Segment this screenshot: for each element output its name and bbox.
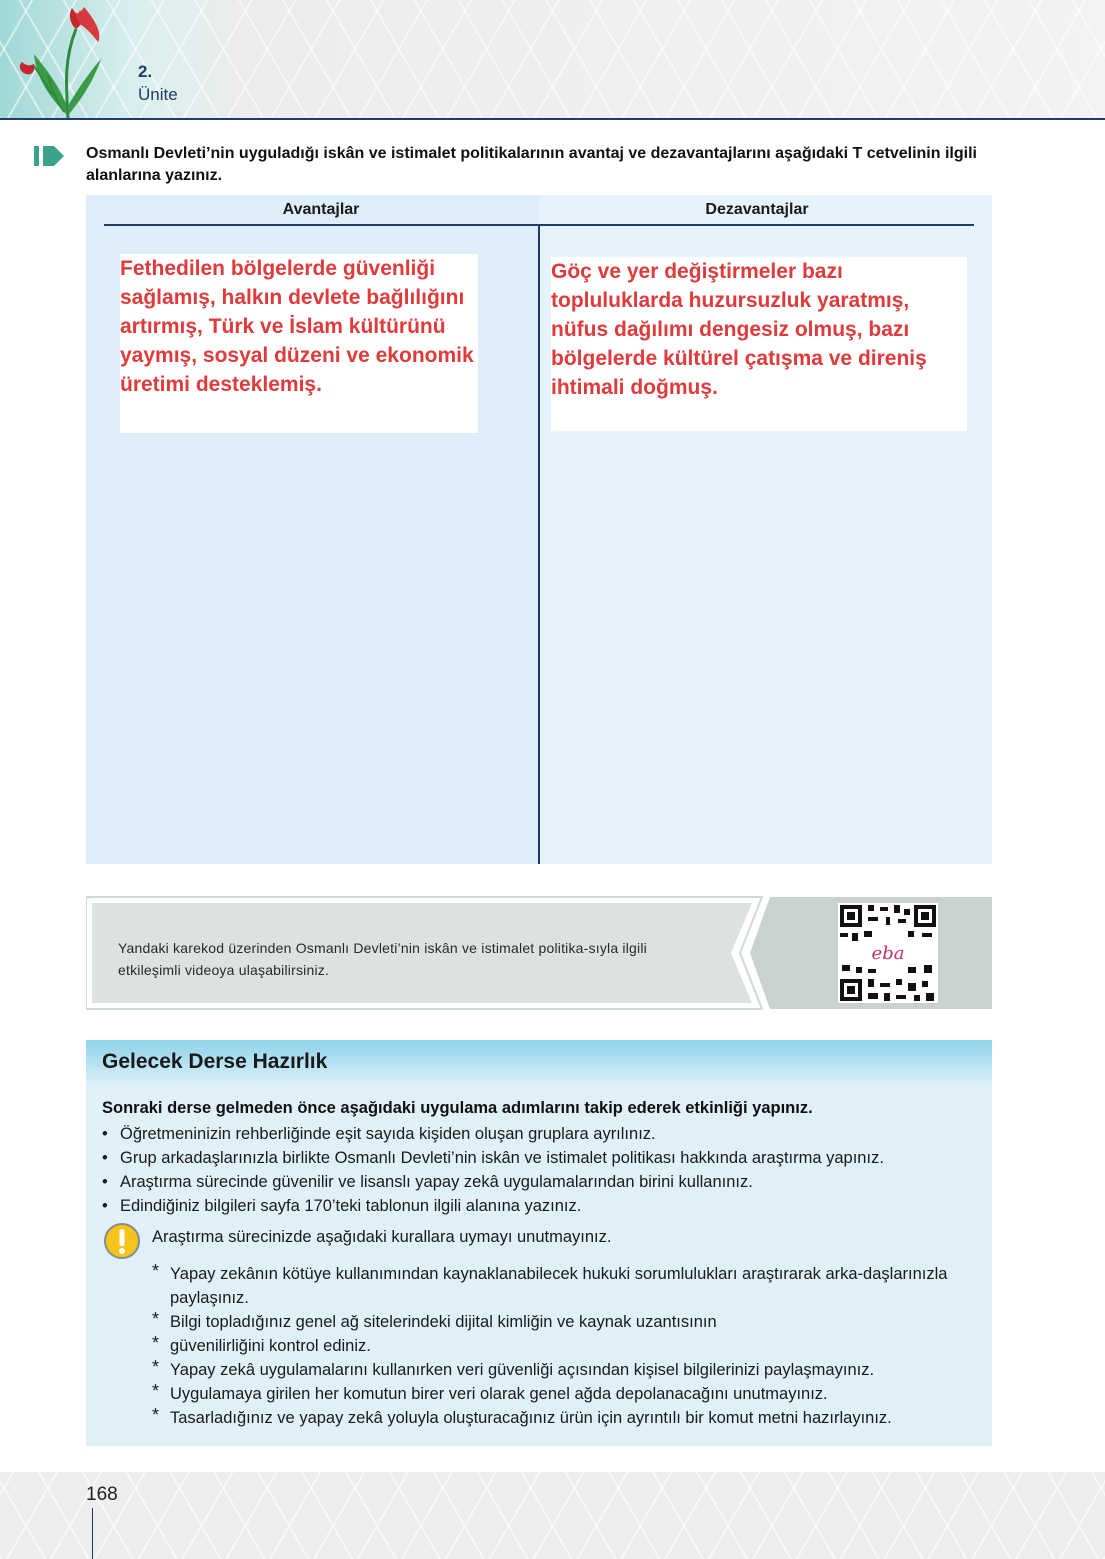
list-item: * Uygulamaya girilen her komutun birer veri olarak genel ağda depolanacağını unutmayınız. xyxy=(152,1382,984,1406)
qr-banner xyxy=(86,895,992,1011)
list-item: • Araştırma sürecinde güvenilir ve lisanslı yapay zekâ uygulamalarından birini kullanınız. xyxy=(102,1170,982,1194)
header-divider xyxy=(0,118,1105,120)
page-footer xyxy=(0,1472,1105,1559)
list-item: * Yapay zekânın kötüye kullanımından kaynaklanabilecek hukuki sorumlulukları araştırarak arka-daşlarınızla paylaşınız. xyxy=(152,1262,984,1310)
activity-question: Osmanlı Devleti’nin uyguladığı iskân ve istimalet politikalarının avantaj ve dezavantajlarını aşağıdaki T cetvelinin ilgili alanlarına yazınız. xyxy=(86,145,977,184)
lesson-prep-box xyxy=(86,1040,992,1446)
list-item: * Bilgi topladığınız genel ağ sitelerindeki dijital kimliğin ve kaynak uzantısının xyxy=(152,1310,984,1334)
prep-title: Gelecek Derse Hazırlık xyxy=(102,1050,328,1073)
unit-number: 2. xyxy=(138,62,153,81)
t-table-vertical-line xyxy=(538,226,540,864)
rules-list xyxy=(152,1262,984,1430)
qr-code-icon[interactable] xyxy=(838,903,938,1003)
warning-icon xyxy=(102,1222,142,1260)
prep-steps xyxy=(102,1122,982,1218)
qr-description: Yandaki karekod üzerinden Osmanlı Devleti’nin iskân ve istimalet politika-sıyla ilgili etkileşimli videoya ulaşabilirsiniz. xyxy=(118,940,647,978)
page-header xyxy=(0,0,1105,120)
list-item: • Edindiğiniz bilgileri sayfa 170’teki tablonun ilgili alanına yazınız. xyxy=(102,1194,982,1218)
list-item: * güvenilirliğini kontrol ediniz. xyxy=(152,1334,984,1358)
advantages-answer[interactable]: Fethedilen bölgelerde güvenliği sağlamış, halkın devlete bağlılığını artırmış, Türk ve İslam kültürünü yaymış, sosyal düzeni ve ekonomik üretimi desteklemiş. xyxy=(120,254,478,433)
tulip-icon xyxy=(6,4,116,119)
list-item: * Tasarladığınız ve yapay zekâ yoluyla oluşturacağınız ürün için ayrıntılı bir komut metni hazırlayınız. xyxy=(152,1406,984,1430)
footer-divider xyxy=(92,1508,93,1559)
list-item: • Öğretmeninizin rehberliğinde eşit sayıda kişiden oluşan gruplara ayrılınız. xyxy=(102,1122,982,1146)
list-item: • Grup arkadaşlarınızla birlikte Osmanlı Devleti’nin iskân ve istimalet politikası hakkında araştırma yapınız. xyxy=(102,1146,982,1170)
t-table xyxy=(86,195,992,864)
advantages-header: Avantajlar xyxy=(282,201,360,218)
activity-arrow-icon xyxy=(34,146,64,166)
list-item: * Yapay zekâ uygulamalarını kullanırken veri güvenliği açısından kişisel bilgilerinizi paylaşmayınız. xyxy=(152,1358,984,1382)
disadvantages-header: Dezavantajlar xyxy=(705,201,809,218)
page-number: 168 xyxy=(86,1484,118,1505)
warning-text: Araştırma sürecinizde aşağıdaki kurallara uymayı unutmayınız. xyxy=(152,1228,612,1246)
eba-badge: eba xyxy=(871,943,905,964)
prep-lead: Sonraki derse gelmeden önce aşağıdaki uygulama adımlarını takip ederek etkinliği yapınız. xyxy=(102,1099,813,1117)
disadvantages-answer[interactable]: Göç ve yer değiştirmeler bazı topluluklarda huzursuzluk yaratmış, nüfus dağılımı dengesiz olmuş, bazı bölgelerde kültürel çatışma ve direniş ihtimali doğmuş. xyxy=(551,257,967,431)
unit-label: Ünite xyxy=(138,85,178,104)
